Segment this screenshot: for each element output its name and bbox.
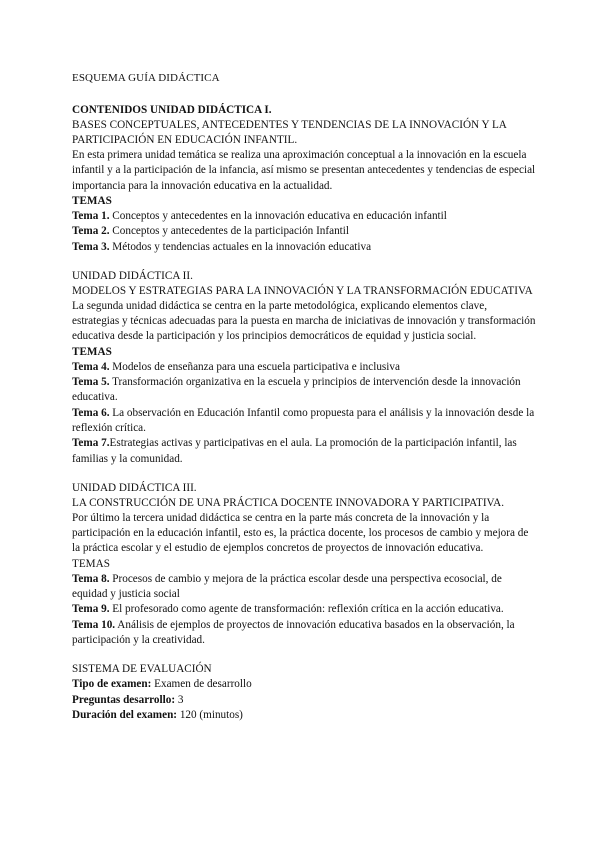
tema-label: Tema 9. [72, 603, 110, 616]
unit-2-temas-label: TEMAS [72, 345, 112, 358]
tema-label: Tema 7. [72, 437, 110, 450]
tema-item [72, 618, 536, 649]
evaluation-section [72, 662, 536, 723]
tema-text: Conceptos y antecedentes en la innovación educativa en educación infantil [109, 209, 447, 222]
tema-text: Métodos y tendencias actuales en la innovación educativa [109, 240, 372, 253]
tema-label: Tema 2. [72, 225, 110, 238]
tema-item [72, 224, 536, 239]
tema-text: Transformación organizativa en la escuela y principios de intervención desde la innovación educativa. [72, 376, 521, 404]
tema-item [72, 406, 536, 437]
tema-item [72, 436, 536, 467]
tema-text: Modelos de enseñanza para una escuela participativa e inclusiva [109, 360, 400, 373]
tema-label: Tema 10. [72, 618, 116, 631]
tema-text: Estrategias activas y participativas en el aula. La promoción de la participación infantil, las familias y la comunidad. [72, 437, 517, 465]
unit-1-temas-label: TEMAS [72, 194, 112, 207]
tema-text: Análisis de ejemplos de proyectos de innovación educativa basados en la observación, la participación y la creatividad. [72, 618, 515, 646]
evaluation-value: 3 [175, 693, 184, 706]
unit-1-description: En esta primera unidad temática se realiza una aproximación conceptual a la innovación en la escuela infantil y a la participación de la infancia, así mismo se presentan antecedentes y tendencias de especial importancia para la innovación educativa en la actualidad. [72, 149, 536, 192]
evaluation-label: Duración del examen: [72, 708, 178, 721]
evaluation-label: Tipo de examen: [72, 678, 152, 691]
evaluation-row [72, 693, 536, 708]
tema-label: Tema 8. [72, 572, 110, 585]
tema-label: Tema 3. [72, 240, 110, 253]
tema-label: Tema 4. [72, 360, 110, 373]
tema-label: Tema 1. [72, 209, 110, 222]
tema-text: Procesos de cambio y mejora de la práctica escolar desde una perspectiva ecosocial, de equidad y justicia social [72, 572, 502, 601]
tema-text: La observación en Educación Infantil como propuesta para el análisis y la innovación desde la reflexión crítica. [72, 406, 535, 434]
tema-item [72, 572, 536, 603]
evaluation-label: Preguntas desarrollo: [72, 693, 176, 706]
tema-label: Tema 5. [72, 376, 110, 389]
unit-3-description: Por último la tercera unidad didáctica se centra en la parte más concreta de la innovación y la participación en la educación infantil, esto es, la práctica docente, los procesos de cambio y mejora de la práctica escolar y el estudio de ejemplos concretos de proyectos de innovación educativa. [72, 512, 529, 555]
tema-label: Tema 6. [72, 406, 110, 419]
evaluation-value: Examen de desarrollo [151, 678, 252, 691]
tema-text: Conceptos y antecedentes de la participación Infantil [109, 225, 350, 238]
tema-text: El profesorado como agente de transformación: reflexión crítica en la acción educativa. [109, 603, 504, 616]
tema-item [72, 375, 536, 406]
evaluation-row [72, 677, 536, 692]
tema-item [72, 602, 536, 617]
unit-3-heading: UNIDAD DIDÁCTICA III. [72, 481, 197, 494]
unit-1-subtitle: BASES CONCEPTUALES, ANTECEDENTES Y TENDENCIAS DE LA INNOVACIÓN Y LA PARTICIPACIÓN EN EDUCACIÓN INFANTIL. [72, 119, 507, 147]
evaluation-row [72, 708, 536, 723]
evaluation-value: 120 (minutos) [177, 708, 243, 721]
unit-1-heading: CONTENIDOS UNIDAD DIDÁCTICA I. [72, 104, 272, 116]
tema-item [72, 209, 536, 224]
unit-3-temas-label: TEMAS [72, 557, 110, 570]
evaluation-heading: SISTEMA DE EVALUACIÓN [72, 663, 212, 676]
unit-2-section [72, 269, 536, 467]
unit-1-section [72, 103, 536, 255]
unit-2-subtitle: MODELOS Y ESTRATEGIAS PARA LA INNOVACIÓN Y LA TRANSFORMACIÓN EDUCATIVA [72, 284, 533, 297]
tema-item [72, 360, 536, 375]
unit-3-subtitle: LA CONSTRUCCIÓN DE UNA PRÁCTICA DOCENTE INNOVADORA Y PARTICIPATIVA. [72, 496, 505, 509]
unit-3-section [72, 481, 536, 648]
unit-2-heading: UNIDAD DIDÁCTICA II. [72, 269, 193, 282]
unit-2-description: La segunda unidad didáctica se centra en la parte metodológica, explicando elementos clave, estrategias y técnicas adecuadas para la puesta en marcha de iniciativas de innovación y transformación educativa desde la participación y los principios democráticos de equidad y justicia social. [72, 300, 536, 343]
document-title: ESQUEMA GUÍA DIDÁCTICA [72, 72, 220, 84]
tema-item [72, 240, 536, 255]
